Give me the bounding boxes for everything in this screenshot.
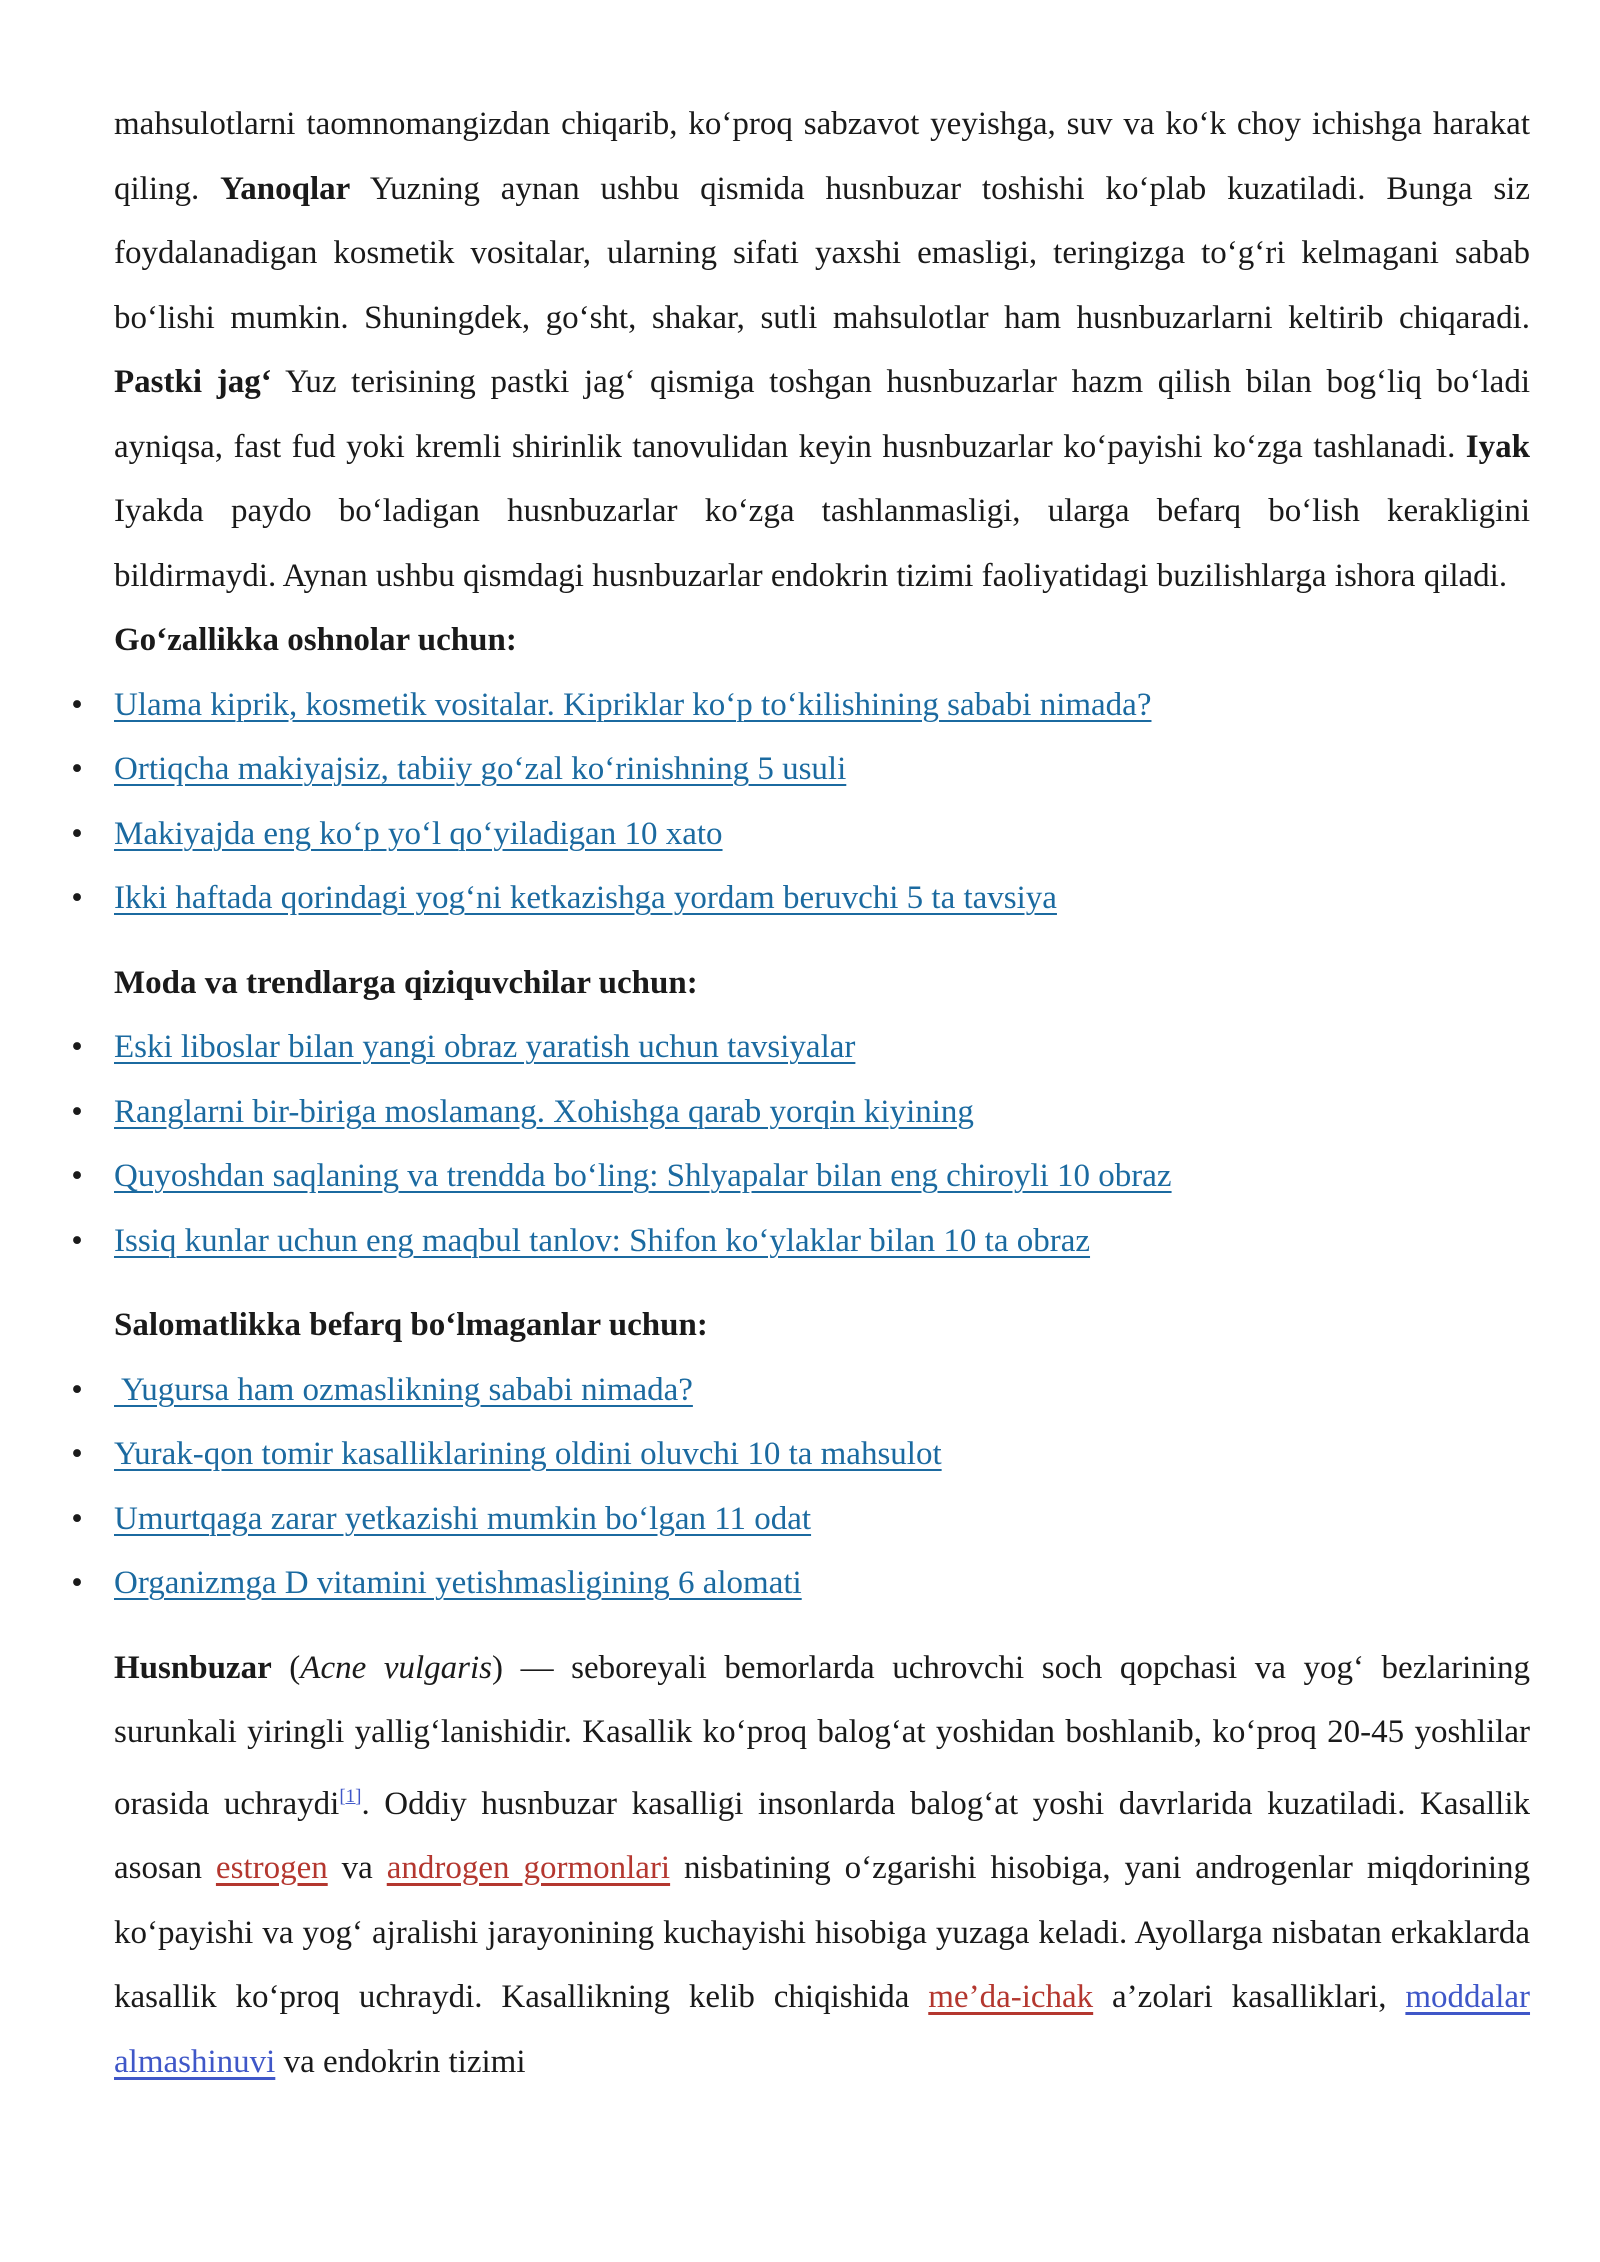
article-link[interactable]: Quyoshdan saqlaning va trendda bo‘ling: Shlyapalar bilan eng chiroyli 10 obraz [114,1158,1172,1194]
link-list-beauty [71,673,1530,931]
list-item [71,1080,1530,1145]
meda-ichak-link[interactable]: me’da-ichak [928,1979,1094,2015]
list-item [71,1358,1530,1423]
article-link[interactable]: Eski liboslar bilan yangi obraz yaratish uchun tavsiyalar [114,1029,856,1065]
article-text-6: va endokrin tizimi [275,2043,526,2080]
section-health [71,1293,1530,1616]
bullet-icon: • [71,1500,83,1537]
article-link[interactable]: Yugursa ham ozmaslikning sababi nimada? [114,1371,693,1408]
term-yanoqlar: Yanoqlar [220,170,351,207]
article-link[interactable]: Ranglarni bir-biriga moslamang. Xohishga qarab yorqin kiyining [114,1093,974,1130]
bullet-icon: • [71,1371,83,1408]
article-link[interactable]: Makiyajda eng ko‘p yo‘l qo‘yiladigan 10 xato [114,815,723,852]
list-item [71,802,1530,867]
section-beauty [71,608,1530,931]
list-item [71,866,1530,931]
list-item [71,737,1530,802]
article-link[interactable]: Umurtqaga zarar yetkazishi mumkin bo‘lgan 11 odat [114,1500,812,1537]
article-link[interactable]: Ulama kiprik, kosmetik vositalar. Kipriklar ko‘p to‘kilishining sababi nimada? [114,686,1152,723]
document-page [71,92,1531,2094]
article-text-4: nisbatining o‘zgarishi hisobiga, yani androgenlar miqdorining ko‘payishi va yog‘ ajralishi jarayonining kuchayishi hisobiga yuzaga keladi. Ayollarga nisbatan erkaklarda kasallik ko‘proq uchraydi. Kasallikning kelib chiqishida [114,1850,1530,2015]
article-link[interactable]: Yurak-qon tomir kasalliklarining oldini oluvchi 10 ta mahsulot [114,1436,942,1472]
intro-text-3: Yuz terisining pastki jag‘ qismiga toshgan husnbuzarlar hazm qilish bilan bog‘liq bo‘ladi ayniqsa, fast fud yoki kremli shirinlik tanovulidan keyin husnbuzarlar ko‘payishi ko‘zga tashlanadi. [114,364,1530,465]
bullet-icon: • [71,1093,83,1130]
article-text-3: va [327,1850,387,1886]
bullet-icon: • [71,1436,83,1472]
term-iyak: Iyak [1465,428,1530,465]
intro-text-1: mahsulotlarni taomnomangizdan chiqarib, ko‘proq sabzavot yeyishga, suv va ko‘k choy ichishga harakat qiling. [114,106,1530,207]
article-text-5: a’zolari kasalliklari, [1093,1979,1406,2015]
moddalar-almashinuvi-link[interactable]: moddalar almashinuvi [114,1979,1531,2080]
article-link[interactable]: Issiq kunlar uchun eng maqbul tanlov: Shifon ko‘ylaklar bilan 10 ta obraz [114,1222,1091,1259]
bullet-icon: • [71,880,83,916]
androgen-link[interactable]: androgen gormonlari [386,1850,671,1886]
article-open-paren: ( [271,1649,301,1686]
list-item [71,1487,1530,1552]
section-fashion [71,951,1530,1274]
list-item [71,1209,1530,1274]
intro-paragraph [114,92,1530,608]
article-link[interactable]: Ortiqcha makiyajsiz, tabiiy go‘zal ko‘rinishning 5 usuli [114,751,847,787]
article-text-1: ) — seboreyali bemorlarda uchrovchi soch qopchasi va yog‘ bezlarining surunkali yiringli yallig‘lanishidir. Kasallik ko‘proq balog‘at yoshidan boshlanib, ko‘proq 20-45 yoshlilar orasida uchraydi [114,1649,1530,1822]
list-item [71,1551,1530,1616]
list-item [71,1422,1530,1487]
section-heading-fashion: Moda va trendlarga qiziquvchilar uchun: [114,964,698,1001]
latin-name: Acne vulgaris [300,1649,493,1686]
section-heading-health: Salomatlikka befarq bo‘lmaganlar uchun: [114,1307,708,1343]
estrogen-link[interactable]: estrogen [215,1850,328,1886]
term-husnbuzar: Husnbuzar [114,1649,272,1686]
list-item [71,1015,1530,1080]
intro-text-4: Iyakda paydo bo‘ladigan husnbuzarlar ko‘zga tashlanmasligi, ularga befarq bo‘lish kerakligini bildirmaydi. Aynan ushbu qismdagi husnbuzarlar endokrin tizimi faoliyatidagi buzilishlarga ishora qiladi. [114,493,1530,594]
section-heading-beauty: Go‘zallikka oshnolar uchun: [114,622,517,658]
list-item [71,673,1530,738]
reference-link[interactable]: [1] [339,1785,362,1807]
bullet-icon: • [71,1029,83,1065]
bullet-icon: • [71,686,83,723]
bullet-icon: • [71,1222,83,1259]
article-text-2: . Oddiy husnbuzar kasalligi insonlarda balog‘at yoshi davrlarida kuzatiladi. Kasallik asosan [114,1785,1531,1886]
article-link[interactable]: Organizmga D vitamini yetishmasligining 6 alomati [114,1565,802,1601]
bullet-icon: • [71,1565,83,1601]
bullet-icon: • [71,1158,83,1194]
term-pastki-jag: Pastki jag‘ [114,364,272,400]
article-link[interactable]: Ikki haftada qorindagi yog‘ni ketkazishga yordam beruvchi 5 ta tavsiya [114,880,1057,916]
link-list-health [71,1358,1530,1616]
intro-text-2: Yuzning aynan ushbu qismida husnbuzar toshishi ko‘plab kuzatiladi. Bunga siz foydalanadigan kosmetik vositalar, ularning sifati yaxshi emasligi, teringizga to‘g‘ri kelmagani sabab bo‘lishi mumkin. Shuningdek, go‘sht, shakar, sutli mahsulotlar ham husnbuzarlarni keltirib chiqaradi. [114,170,1530,336]
bullet-icon: • [71,751,83,787]
bullet-icon: • [71,815,83,852]
link-list-fashion [71,1015,1530,1273]
article-paragraph [114,1636,1530,2095]
list-item [71,1144,1530,1209]
